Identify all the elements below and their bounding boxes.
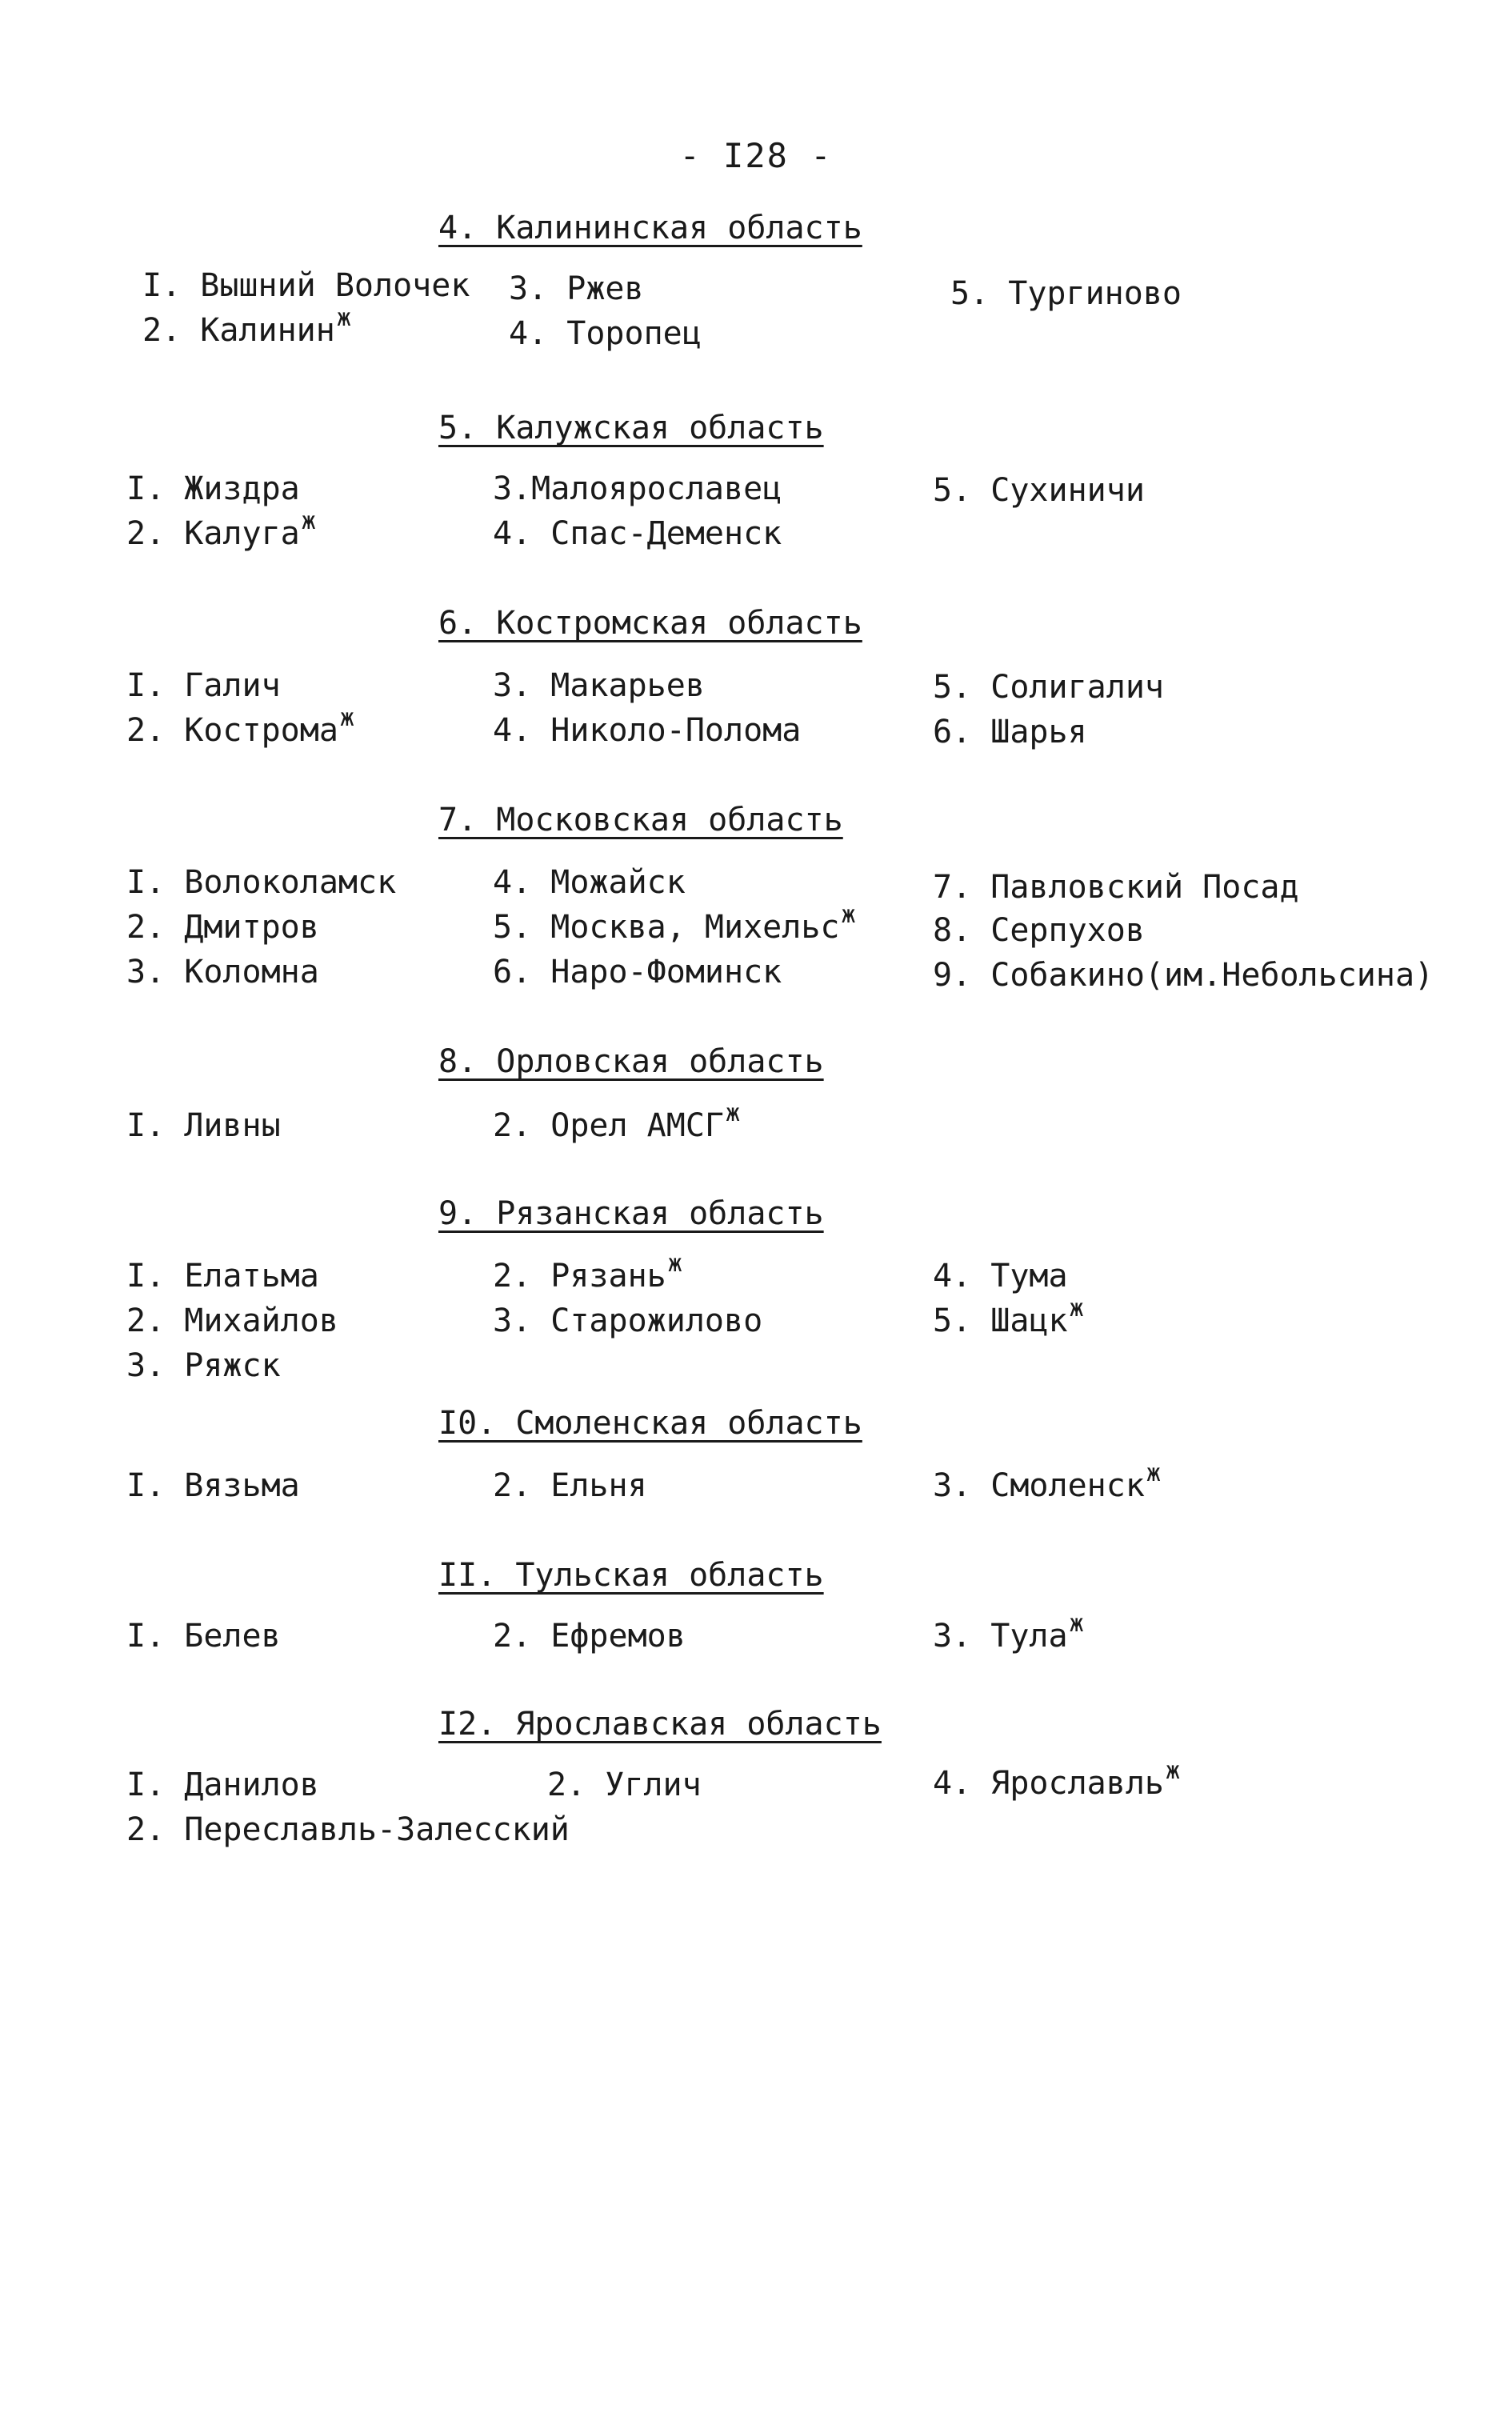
list-item: 5. Тургиново	[950, 275, 1182, 312]
list-item: 3. Смоленск$^ж$	[933, 1459, 1161, 1504]
asterisk-mark: ж	[725, 1099, 741, 1127]
asterisk-mark: ж	[1069, 1295, 1084, 1323]
list-item: 2. Дмитров	[126, 909, 319, 946]
list-item: 3. Ряжск	[126, 1347, 281, 1384]
list-item: 9. Собакино(им.Небольсина)	[933, 957, 1434, 994]
list-item: 2. Переславль-Залесский	[126, 1811, 570, 1848]
list-item: 3. Коломна	[126, 954, 319, 990]
list-item: 2. Орел $АМСГ^ж$	[493, 1099, 741, 1144]
asterisk-mark: ж	[667, 1250, 682, 1278]
asterisk-mark: ж	[339, 704, 354, 732]
list-item: 5. Сухиничи	[933, 472, 1145, 509]
list-item: 3. Макарьев	[493, 667, 705, 704]
list-item: 4. Торопец	[509, 315, 702, 352]
section-heading-ryazan: 9. Рязанская область	[438, 1195, 824, 1232]
list-item: 5. Шацк$^ж$	[933, 1295, 1084, 1339]
section-heading-tula: II. Тульская область	[438, 1557, 824, 1594]
list-item: 6. Шарья	[933, 714, 1087, 750]
list-item: 3. Старожилово	[493, 1303, 763, 1339]
list-item: 5. Солигалич	[933, 669, 1164, 706]
section-heading-yaroslavl: I2. Ярославская область	[438, 1706, 882, 1743]
section-heading-smolensk: I0. Смоленская область	[438, 1405, 862, 1442]
list-item: 4. Можайск	[493, 864, 686, 901]
asterisk-mark: ж	[301, 507, 316, 535]
list-item: 2. Кострома$^ж$	[126, 704, 354, 749]
list-item: I. Елатьма	[126, 1258, 319, 1295]
list-item: 8. Серпухов	[933, 912, 1145, 949]
list-item: 6. Наро-Фоминск	[493, 954, 782, 990]
list-item: 2. Калуга$^ж$	[126, 507, 316, 552]
list-item: 3. Ржев	[509, 270, 644, 307]
asterisk-mark: ж	[841, 901, 856, 929]
list-item: 3. Тула$^ж$	[933, 1610, 1084, 1655]
list-item: 2. Михайлов	[126, 1303, 338, 1339]
section-heading-kaluga: 5. Калужская область	[438, 410, 824, 446]
asterisk-mark: ж	[336, 304, 351, 332]
list-item: I. Вязьма	[126, 1467, 300, 1504]
list-item: 4. Спас-Деменск	[493, 515, 782, 552]
asterisk-mark: ж	[1069, 1610, 1084, 1638]
section-heading-moscow: 7. Московская область	[438, 802, 843, 838]
list-item: 2. Ефремов	[493, 1618, 686, 1655]
list-item: 7. Павловский Посад	[933, 869, 1299, 906]
list-item: I. Галич	[126, 667, 281, 704]
list-item: 4. Тума	[933, 1258, 1068, 1295]
list-item: 2. Ельня	[493, 1467, 647, 1504]
list-item: 2. Калинин$^ж$	[142, 304, 351, 349]
list-item: 4. Николо-Полома	[493, 712, 802, 749]
page-number: - I28 -	[679, 136, 833, 175]
list-item: I. Белев	[126, 1618, 281, 1655]
asterisk-mark: ж	[1146, 1459, 1161, 1487]
list-item: I. Волоколамск	[126, 864, 397, 901]
section-heading-kostroma: 6. Костромская область	[438, 605, 862, 642]
list-item: I. Вышний Волочек	[142, 267, 470, 304]
list-item: 4. Ярославль$^ж$	[933, 1757, 1181, 1802]
list-item: 2. Рязань$^ж$	[493, 1250, 682, 1295]
section-heading-kalinin: 4. Калининская область	[438, 210, 862, 246]
list-item: I. Данилов	[126, 1767, 319, 1803]
list-item: I. Ливны	[126, 1107, 281, 1144]
list-item: 5. Москва, Михельс$^ж$	[493, 901, 856, 946]
list-item: 3.Малоярославец	[493, 470, 782, 507]
asterisk-mark: ж	[1165, 1757, 1181, 1785]
list-item: I. Жиздра	[126, 470, 300, 507]
section-heading-orel: 8. Орловская область	[438, 1043, 824, 1080]
list-item: 2. Углич	[547, 1767, 702, 1803]
